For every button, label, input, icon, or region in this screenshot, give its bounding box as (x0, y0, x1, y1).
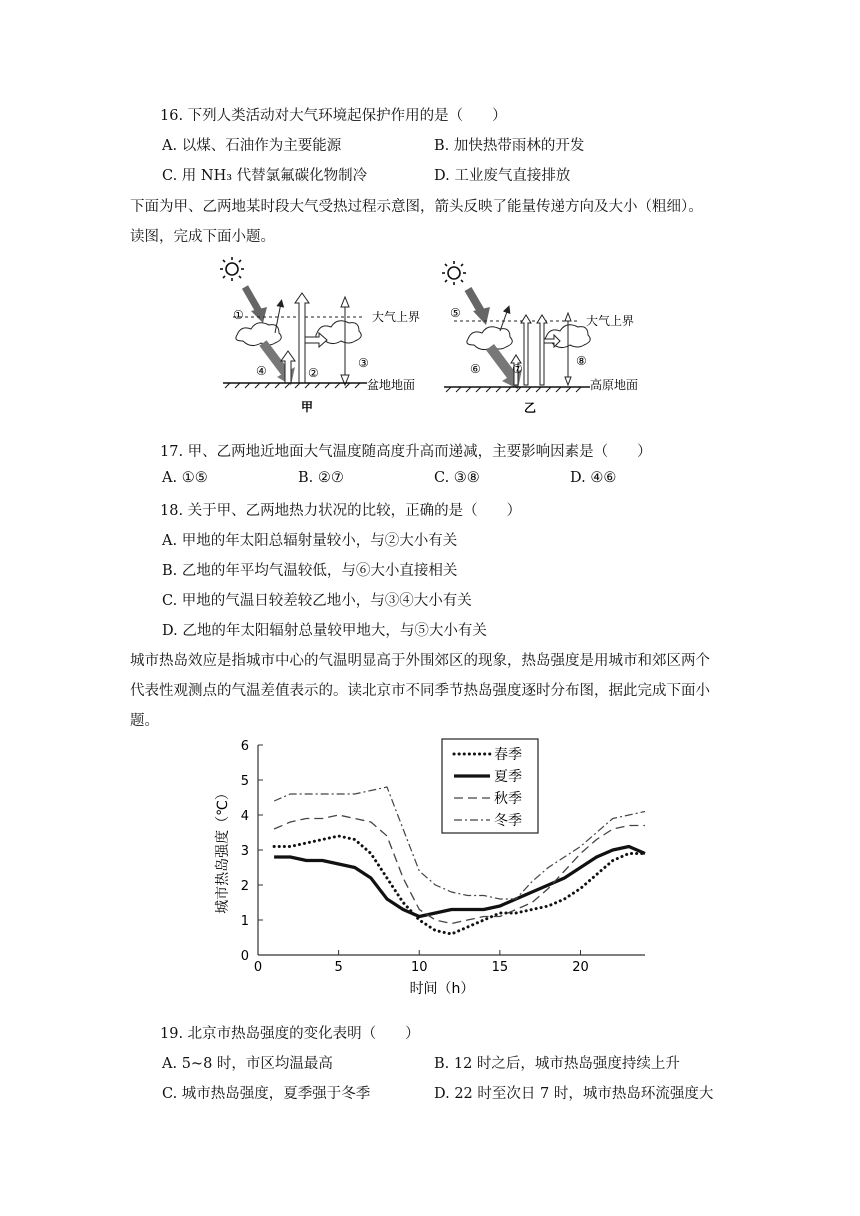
q19-stem: 19. 北京市热岛强度的变化表明（ ） (160, 1026, 420, 1042)
q18-option-b: B. 乙地的年平均气温较低，与⑥大小直接相关 (162, 563, 458, 579)
intro1-line2: 读图，完成下面小题。 (130, 229, 275, 245)
y-tick-label: 1 (240, 914, 249, 929)
legend-label: 冬季 (494, 813, 522, 829)
label-plateau-ground: 高原地面 (590, 378, 639, 392)
intro2-line2: 代表性观测点的气温差值表示的。读北京市不同季节热岛强度逐时分布图，据此完成下面小 (130, 683, 710, 699)
q16-option-a: A. 以煤、石油作为主要能源 (162, 138, 342, 154)
q19-option-b: B. 12 时之后，城市热岛强度持续上升 (434, 1056, 680, 1072)
diagram-left (220, 257, 420, 414)
q17-stem: 17. 甲、乙两地近地面大气温度随高度升高而递减，主要影响因素是（ ） (160, 444, 652, 460)
q18-option-a: A. 甲地的年太阳总辐射量较小，与②大小有关 (162, 533, 458, 549)
marker-7: ⑦ (512, 362, 523, 376)
marker-1: ① (233, 308, 244, 322)
y-tick-label: 0 (240, 949, 249, 964)
y-tick-label: 2 (240, 879, 249, 894)
y-tick-label: 6 (240, 739, 249, 754)
q16-stem: 16. 下列人类活动对大气环境起保护作用的是（ ） (160, 108, 507, 124)
q17-option-b: B. ②⑦ (298, 470, 344, 486)
marker-5: ⑤ (450, 306, 461, 320)
marker-6: ⑥ (470, 362, 481, 376)
atmosphere-heating-diagram (215, 255, 655, 415)
label-basin-ground: 盆地地面 (367, 378, 416, 392)
q19-option-d: D. 22 时至次日 7 时，城市热岛环流强度大 (434, 1086, 714, 1102)
q17-option-d: D. ④⑥ (570, 470, 617, 486)
diagram-right (442, 261, 638, 415)
chart-legend (442, 739, 538, 833)
legend-label: 秋季 (494, 791, 522, 807)
q17-option-c: C. ③⑧ (434, 470, 480, 486)
q18-option-c: C. 甲地的气温日较差较乙地小，与③④大小有关 (162, 593, 472, 609)
q16-option-c: C. 用 NH₃ 代替氯氟碳化物制冷 (162, 168, 368, 184)
marker-8: ⑧ (576, 354, 587, 368)
q19-option-c: C. 城市热岛强度，夏季强于冬季 (162, 1086, 371, 1102)
q19-option-a: A. 5~8 时，市区均温最高 (162, 1056, 333, 1072)
q18-option-d: D. 乙地的年太阳辐射总量较甲地大，与⑤大小有关 (162, 623, 487, 639)
legend-label: 夏季 (494, 769, 522, 785)
x-tick-label: 20 (572, 960, 589, 975)
x-tick-label: 0 (253, 960, 263, 975)
sun-icon-left (220, 257, 244, 281)
x-axis-label: 时间（h） (409, 981, 475, 997)
q18-stem: 18. 关于甲、乙两地热力状况的比较，正确的是（ ） (160, 503, 522, 519)
sun-icon-right (442, 261, 466, 285)
q16-option-b: B. 加快热带雨林的开发 (434, 138, 585, 154)
label-atmosphere-top-right: 大气上界 (586, 314, 635, 328)
x-tick-label: 15 (491, 960, 509, 975)
label-atmosphere-top-left: 大气上界 (372, 310, 421, 324)
caption-jia: 甲 (301, 400, 314, 414)
marker-3: ③ (358, 356, 369, 370)
y-axis-label: 城市热岛强度（℃） (215, 786, 231, 914)
intro2-line1: 城市热岛效应是指城市中心的气温明显高于外围郊区的现象，热岛强度是用城市和郊区两个 (130, 653, 710, 669)
series-line-1 (274, 836, 645, 934)
caption-yi: 乙 (524, 401, 537, 415)
marker-4: ④ (256, 364, 267, 378)
y-tick-label: 3 (240, 844, 249, 859)
q17-option-a: A. ①⑤ (162, 470, 208, 486)
x-tick-label: 10 (410, 960, 428, 975)
marker-2: ② (308, 366, 319, 380)
legend-label: 春季 (494, 747, 522, 763)
heat-island-chart (205, 735, 665, 1000)
intro1-line1: 下面为甲、乙两地某时段大气受热过程示意图，箭头反映了能量传递方向及大小（粗细）。 (130, 199, 703, 215)
y-tick-label: 4 (240, 809, 249, 824)
q16-option-d: D. 工业废气直接排放 (434, 168, 571, 184)
intro2-line3: 题。 (130, 713, 159, 729)
x-tick-label: 5 (334, 960, 343, 975)
y-tick-label: 5 (240, 774, 249, 789)
